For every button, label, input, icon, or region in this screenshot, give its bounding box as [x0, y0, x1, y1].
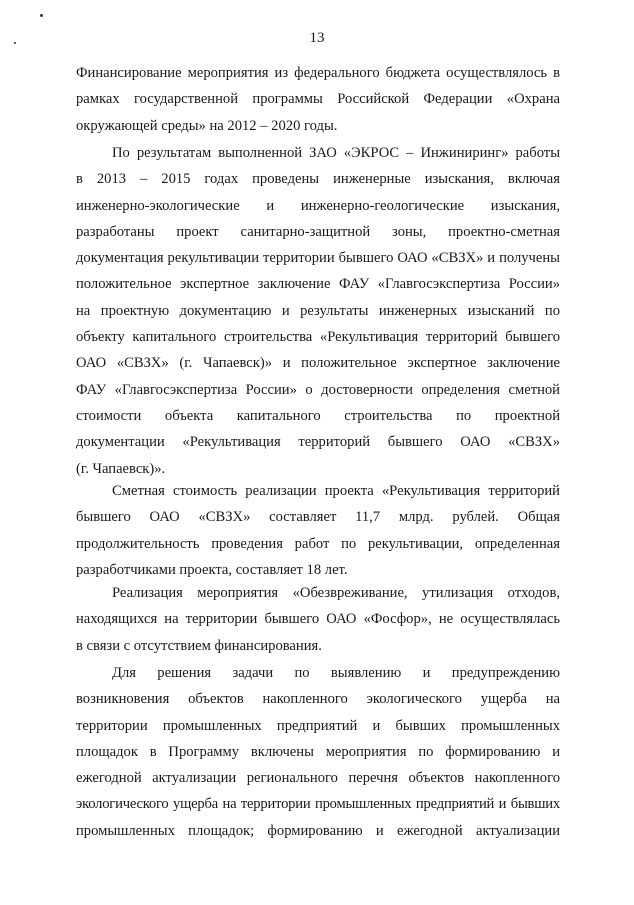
- paragraph-3: [76, 478, 560, 583]
- text-line: документации «Рекультивация территорий бывшего ОАО «СВЗХ»: [76, 434, 560, 451]
- text-line: в 2013 – 2015 годах проведены инженерные изыскания, включая: [76, 171, 560, 188]
- paragraph-5: [76, 660, 560, 844]
- text-line: разработаны проект санитарно-защитной зоны, проектно-сметная: [76, 223, 560, 240]
- text-line: в связи с отсутствием финансирования.: [76, 637, 322, 654]
- text-line: (г. Чапаевск)».: [76, 460, 166, 477]
- text-line: По результатам выполненной ЗАО «ЭКРОС – Инжиниринг» работы: [112, 145, 560, 161]
- paragraph-4: [76, 580, 560, 659]
- text-line: положительное экспертное заключение ФАУ «Главгосэкспертиза России»: [76, 276, 560, 293]
- text-line: Финансирование мероприятия из федерального бюджета осуществлялось в: [76, 65, 560, 81]
- text-line: окружающей среды» на 2012 – 2020 годы.: [76, 117, 338, 134]
- text-line: бывшего ОАО «СВЗХ» составляет 11,7 млрд. рублей. Общая: [76, 509, 560, 526]
- paragraph-1: [76, 60, 560, 139]
- text-line: инженерно-экологические и инженерно-геологические изыскания,: [76, 197, 560, 214]
- text-line: Сметная стоимость реализации проекта «Рекультивация территорий: [112, 483, 560, 499]
- text-line: документация рекультивации территории бывшего ОАО «СВЗХ» и получены: [76, 250, 560, 267]
- text-line: ФАУ «Главгосэкспертиза России» о достоверности определения сметной: [76, 381, 560, 398]
- page-number: 13: [309, 30, 325, 46]
- text-line: Для решения задачи по выявлению и предупреждению: [112, 665, 560, 681]
- paragraph-2: [76, 140, 560, 482]
- text-line: площадок в Программу включены мероприятия по формированию и: [76, 743, 560, 760]
- text-line: объекту капитального строительства «Рекультивация территорий бывшего: [76, 329, 560, 346]
- text-line: ОАО «СВЗХ» (г. Чапаевск)» и положительное экспертное заключение: [76, 355, 560, 372]
- text-line: рамках государственной программы Российской Федерации «Охрана: [76, 91, 560, 108]
- text-line: находящихся на территории бывшего ОАО «Фосфор», не осуществлялась: [76, 611, 560, 628]
- text-line: продолжительность проведения работ по рекультивации, определенная: [76, 535, 560, 552]
- text-line: возникновения объектов накопленного экологического ущерба на: [76, 691, 560, 708]
- text-line: Реализация мероприятия «Обезвреживание, утилизация отходов,: [112, 585, 560, 601]
- text-line: на проектную документацию и результаты инженерных изысканий по: [76, 302, 560, 319]
- text-line: ежегодной актуализации регионального перечня объектов накопленного: [76, 770, 560, 787]
- text-line: промышленных площадок; формированию и ежегодной актуализации: [76, 822, 560, 839]
- scan-speck: [40, 14, 43, 17]
- text-line: разработчиками проекта, составляет 18 лет.: [76, 561, 348, 578]
- text-line: экологического ущерба на территории промышленных предприятий и бывших: [76, 796, 560, 813]
- text-line: территории промышленных предприятий и бывших промышленных: [76, 717, 560, 734]
- text-line: стоимости объекта капитального строительства по проектной: [76, 407, 560, 424]
